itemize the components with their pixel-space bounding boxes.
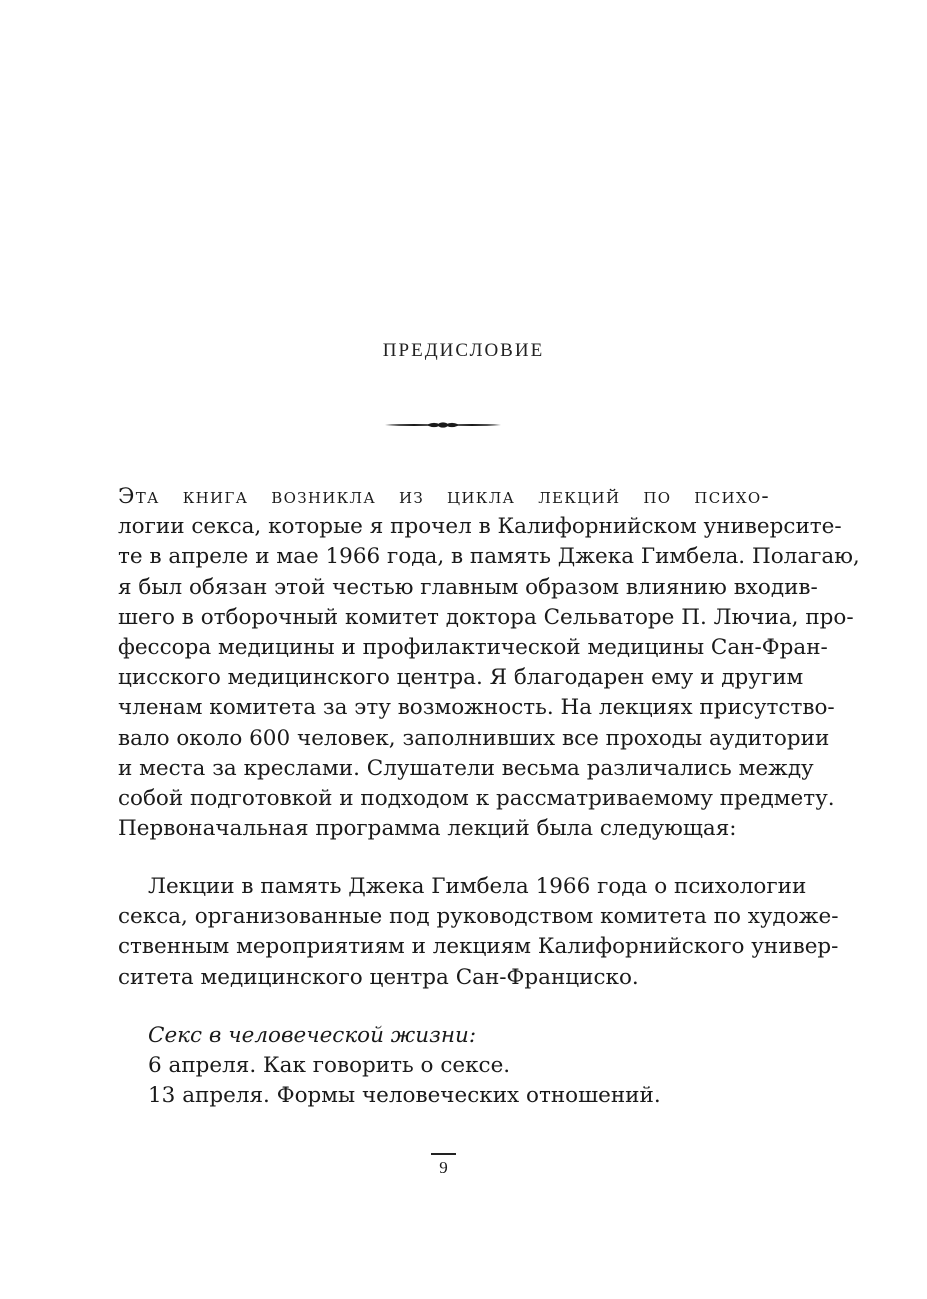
text-line: те в апреле и мае 1966 года, в память Джека Гимбела. Полагаю, (118, 544, 860, 570)
program-heading: Секс в человеческой жизни: (148, 1023, 477, 1048)
lecture-program (118, 1021, 770, 1112)
page-number: 9 (439, 1158, 448, 1177)
text-line: цисского медицинского центра. Я благодарен ему и другим (118, 665, 804, 691)
text-line: Первоначальная программа лекций была следующая: (118, 816, 737, 842)
text-line: членам комитета за эту возможность. На лекциях присутство- (118, 695, 835, 721)
text-line: шего в отборочный комитет доктора Сельваторе П. Лючиа, про- (118, 604, 854, 630)
page-number-rule (431, 1153, 456, 1155)
text-line: ситета медицинского центра Сан-Франциско. (118, 964, 639, 990)
text-line: Эта книга возникла из цикла лекций по психо- (118, 484, 770, 509)
text-line: секса, организованные под руководством комитета по художе- (118, 904, 839, 930)
program-item: 6 апреля. Как говорить о сексе. (148, 1053, 511, 1079)
text-line: логии секса, которые я прочел в Калифорнийском университе- (118, 514, 842, 540)
paragraph-intro (118, 482, 860, 844)
text-line: вало около 600 человек, заполнивших все проходы аудитории (118, 725, 830, 751)
program-item: 13 апреля. Формы человеческих отношений. (148, 1083, 661, 1109)
text-line: Лекции в память Джека Гимбела 1966 года о психологии (148, 874, 807, 899)
text-line: собой подготовкой и подходом к рассматриваемому предмету. (118, 786, 835, 812)
text-line: фессора медицины и профилактической медицины Сан-Фран- (118, 635, 828, 661)
text-line: я был обязан этой честью главным образом влиянию входив- (118, 574, 818, 600)
chapter-title: ПРЕДИСЛОВИЕ (382, 340, 545, 361)
text-line: ственным мероприятиям и лекциям Калифорнийского универ- (118, 934, 839, 960)
paragraph-lecture-description (118, 872, 839, 993)
ornament-divider-icon (384, 415, 502, 435)
text-line: и места за креслами. Слушатели весьма различались между (118, 755, 814, 781)
